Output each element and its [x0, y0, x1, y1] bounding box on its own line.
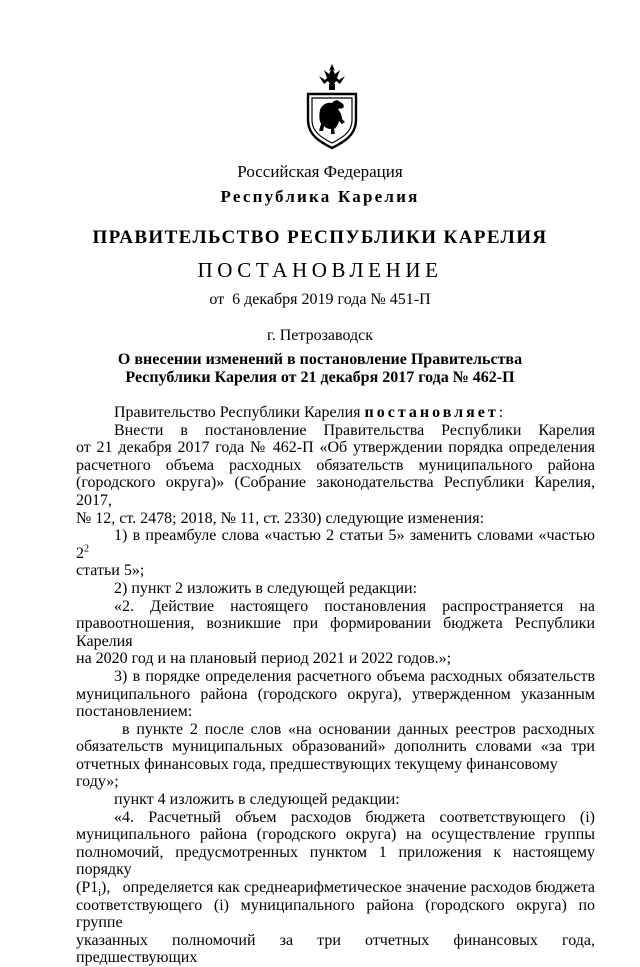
item-2-quote-line: правоотношения, возникшие при формировании бюджета Республики Карелия [76, 615, 595, 650]
intro-colon: : [498, 404, 504, 421]
item-1-line [76, 527, 595, 562]
paragraph-line: № 12, ст. 2478; 2018, № 11, ст. 2330) следующие изменения: [76, 509, 485, 527]
item-1-superscript: 2 [84, 543, 89, 555]
quote-4-formula-line [76, 879, 595, 900]
formula-text: ), определяется как среднеарифметическое значение расходов бюджета [101, 879, 595, 897]
quote-4-line: указанных полномочий за три отчетных финансовых года, предшествующих [76, 931, 595, 967]
paragraph-line: Внести в постановление Правительства Республики Карелия [114, 421, 595, 439]
paragraph-line: от 21 декабря 2017 года № 462-П «Об утверждении порядка определения [76, 439, 595, 457]
country-name: Российская Федерация [237, 162, 403, 181]
item-3-line: постановлением: [76, 703, 193, 721]
quote-4-line: муниципального района (городского округа) на осуществление группы [76, 826, 595, 844]
item-3-clause-line: в пункте 2 после слов «на основании данных реестров расходных [122, 720, 595, 738]
paragraph-line: (городского округа)» (Собрание законодательства Республики Карелия, 2017, [76, 474, 595, 509]
item-2-quote-line: на 2020 год и на плановый период 2021 и 2022 годов.»; [76, 650, 452, 668]
quote-4-line: «4. Расчетный объем расходов бюджета соответствующего (i) [114, 808, 595, 826]
intro-text: Правительство Республики Карелия [114, 404, 365, 421]
coat-of-arms-icon [302, 62, 362, 152]
item-2-quote-line: «2. Действие настоящего постановления распространяется на [114, 597, 595, 615]
item-3-clause-line: обязательств муниципальных образований» дополнить словами «за три [76, 738, 595, 756]
formula-subscript: i [98, 888, 102, 900]
quote-4-line: соответствующего (i) муниципального района (городского округа) по группе [76, 896, 595, 932]
paragraph-line: расчетного объема расходных обязательств муниципального района [76, 456, 595, 474]
document-body [76, 404, 595, 967]
subject-line-1: О внесении изменений в постановление Правительства [117, 351, 523, 368]
item-1-line-2: статьи 5»; [76, 562, 145, 580]
republic-name: Республика Карелия [220, 187, 420, 206]
document-type: ПОСТАНОВЛЕНИЕ [197, 258, 443, 282]
intro-decree-word: постановляет [364, 404, 499, 421]
authority-name: ПРАВИТЕЛЬСТВО РЕСПУБЛИКИ КАРЕЛИЯ [92, 227, 548, 248]
quote-4-line: полномочий, предусмотренных пунктом 1 приложения к настоящему порядку [76, 843, 595, 879]
document-date: от 6 декабря 2019 года № 451-П [209, 291, 431, 308]
intro-paragraph [76, 404, 595, 422]
item-1-text: 1) в преамбуле слова «частью 2 статьи 5» заменить словами «частью 2 [76, 527, 595, 562]
item-3-line: 3) в порядке определения расчетного объема расходных обязательств [114, 667, 595, 685]
item-3-clause-line: отчетных финансовых года, предшествующих текущему финансовому году»; [76, 755, 558, 791]
item-3-line: муниципального района (городского округа), утвержденном указанным [76, 685, 595, 703]
item-3-point-4-line: пункт 4 изложить в следующей редакции: [114, 791, 400, 809]
document-subject [0, 351, 640, 387]
subject-line-2: Республики Карелия от 21 декабря 2017 года № 462-П [125, 369, 515, 386]
document-city: г. Петрозаводск [266, 327, 374, 344]
formula-symbol: (Р1 [76, 879, 99, 897]
item-2-line: 2) пункт 2 изложить в следующей редакции: [114, 579, 418, 597]
